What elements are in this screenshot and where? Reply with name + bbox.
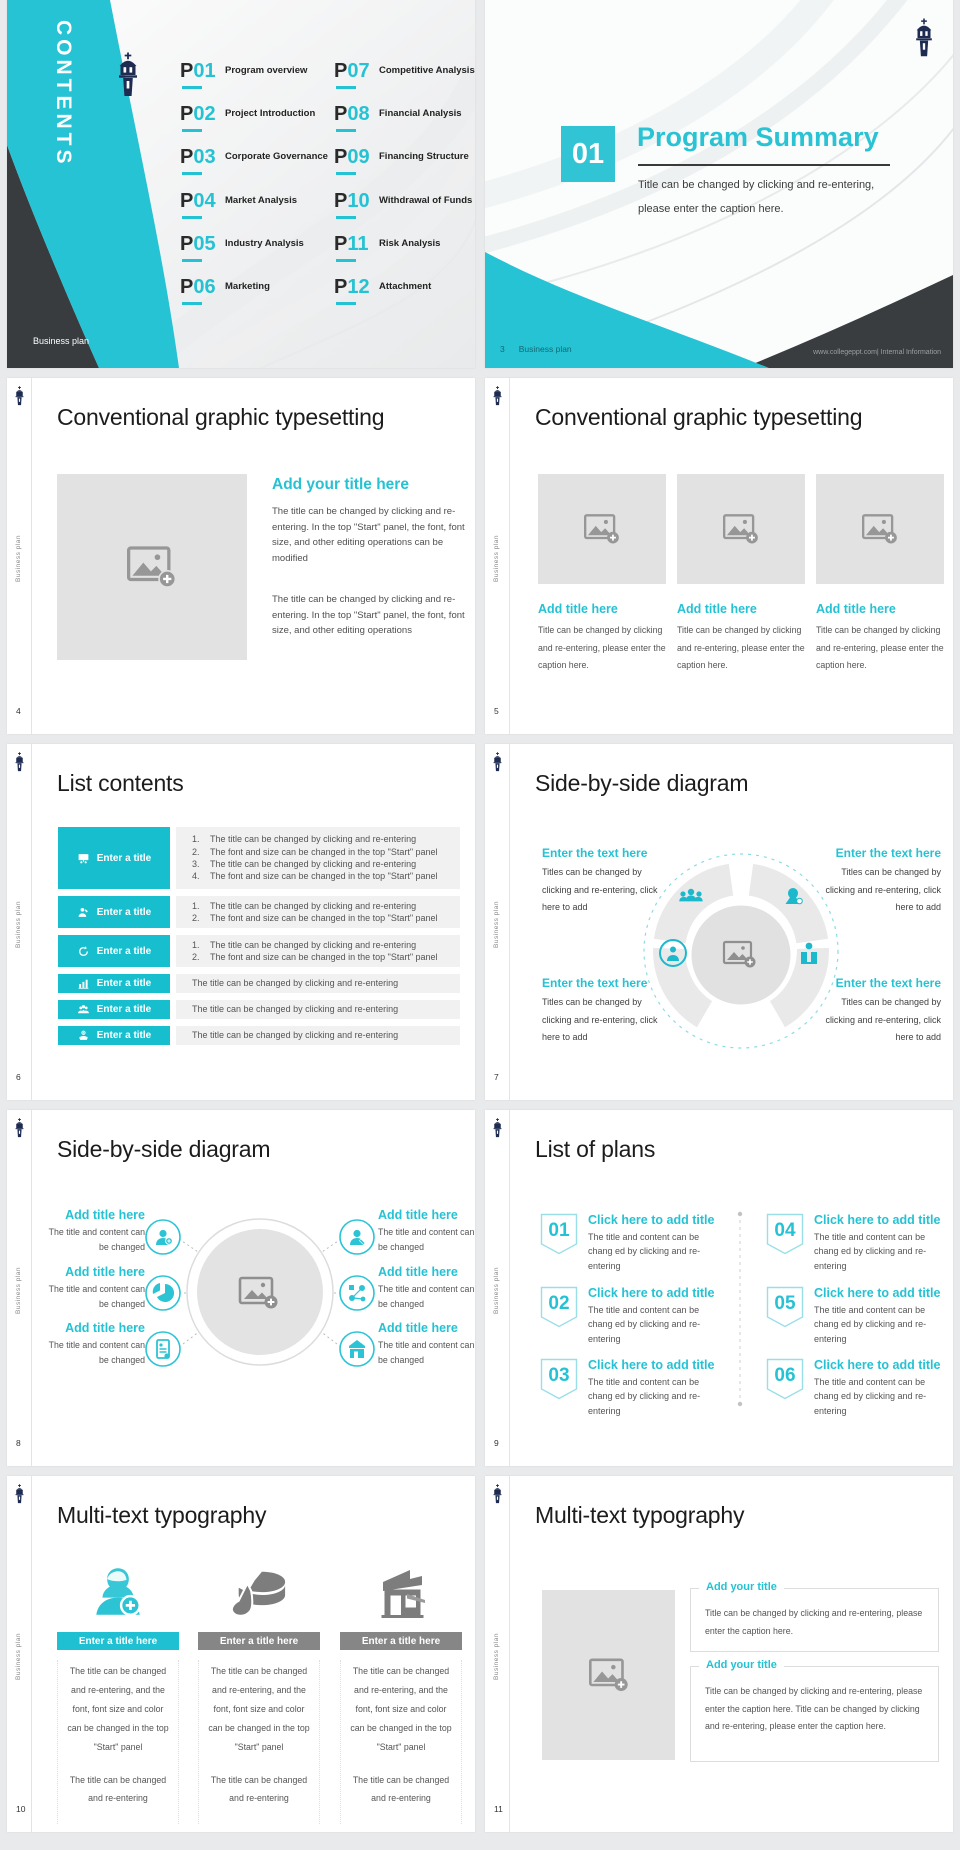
sidebar-label: Business plan — [15, 534, 22, 582]
enter-title-button[interactable]: Enter a title — [58, 974, 170, 993]
page-number: 9 — [494, 1438, 499, 1448]
text-block: Add title here The title and content can be changed — [48, 1265, 145, 1310]
plan-item: 03 Click here to add title The title and content can be chang ed by clicking and re-entering — [540, 1358, 730, 1418]
toc-item[interactable]: P03 Corporate Governance — [180, 146, 216, 176]
card-caption: Title can be changed by clicking and re-entering, please enter the caption here. — [816, 625, 944, 671]
slide-section-cover — [485, 0, 953, 368]
page-number: 7 — [494, 1072, 499, 1082]
card-title: Add title here — [538, 602, 618, 616]
page-number: 3 — [500, 344, 505, 354]
text-block — [823, 846, 941, 917]
content-heading: Add your title here — [272, 476, 409, 493]
image-placeholder[interactable] — [542, 1590, 675, 1760]
page-number: 6 — [16, 1072, 21, 1082]
text-column — [57, 1542, 179, 1824]
sidebar-label: Business plan — [15, 1632, 22, 1680]
slide-title: Side-by-side diagram — [535, 770, 749, 796]
page-number: 8 — [16, 1438, 21, 1448]
slide-title: Conventional graphic typesetting — [57, 404, 385, 430]
slide-multi-text-columns — [7, 1476, 475, 1832]
list-panel: The title can be changed by clicking and re-entering — [176, 974, 460, 993]
enter-title-button[interactable]: Enter a title here — [198, 1632, 320, 1650]
toc-item[interactable]: P11 Risk Analysis — [334, 233, 369, 263]
column-paragraph: The title can be changed and re-entering — [69, 1774, 167, 1804]
slide-hub-diagram — [7, 1110, 475, 1466]
enter-title-button[interactable]: Enter a title — [58, 1000, 170, 1019]
slide-graphic-typesetting-1 — [7, 378, 475, 734]
toc-item[interactable]: P05 Industry Analysis — [180, 233, 216, 263]
toc-item[interactable]: P08 Financial Analysis — [334, 103, 370, 133]
text-column — [198, 1542, 320, 1824]
list-panel: The title can be changed by clicking and re-entering — [176, 1000, 460, 1019]
presentation-icon — [77, 852, 90, 865]
column-divider — [735, 1210, 745, 1410]
toc-item[interactable]: P02 Project Introduction — [180, 103, 216, 133]
enter-title-button[interactable]: Enter a title here — [57, 1632, 179, 1650]
sidebar-label: Business plan — [493, 534, 500, 582]
slide-title: Side-by-side diagram — [57, 1136, 271, 1162]
sidebar-label: Business plan — [493, 1266, 500, 1314]
bell-tower-logo-icon — [491, 1484, 504, 1504]
page-number: 5 — [494, 706, 499, 716]
bar-chart-icon — [77, 977, 90, 990]
block-title: Enter the text here — [542, 976, 648, 990]
support-icon — [77, 1029, 90, 1042]
text-block: Add title here The title and content can be changed — [48, 1208, 145, 1253]
list-row — [58, 974, 460, 993]
toc-item[interactable]: P04 Market Analysis — [180, 190, 216, 220]
plan-item: 02 Click here to add title The title and content can be chang ed by clicking and re-entering — [540, 1286, 730, 1346]
plan-item: 05 Click here to add title The title and content can be chang ed by clicking and re-entering — [766, 1286, 953, 1346]
list-row — [58, 935, 460, 967]
footer-label: Business plan — [518, 344, 572, 354]
slide-ring-diagram — [485, 744, 953, 1100]
card-title: Add title here — [677, 602, 757, 616]
plan-item: 04 Click here to add title The title and content can be chang ed by clicking and re-entering — [766, 1213, 953, 1273]
image-placeholder[interactable] — [816, 474, 944, 584]
bell-tower-logo-icon — [911, 18, 937, 58]
image-card — [538, 474, 666, 675]
section-number-badge: 01 — [561, 126, 615, 182]
slide-title: Multi-text typography — [57, 1502, 267, 1528]
sidebar-label: Business plan — [15, 1266, 22, 1314]
footer-label: Business plan — [33, 336, 90, 346]
slide-graphic-typesetting-2 — [485, 378, 953, 734]
team-icon — [77, 1003, 90, 1016]
box-title: Add your title — [699, 1659, 784, 1671]
slide-multi-text-image — [485, 1476, 953, 1832]
add-image-icon — [127, 546, 177, 588]
image-placeholder[interactable] — [57, 474, 247, 660]
list-row — [58, 1000, 460, 1019]
bell-tower-logo-icon — [491, 752, 504, 772]
pie-chart-icon — [227, 1566, 291, 1624]
slide-contents — [7, 0, 475, 368]
slide-title: List contents — [57, 770, 184, 796]
enter-title-button[interactable]: Enter a title here — [340, 1632, 462, 1650]
enter-title-button[interactable]: Enter a title — [58, 827, 170, 889]
card-caption: Title can be changed by clicking and re-entering, please enter the caption here. — [677, 625, 805, 671]
list-row — [58, 827, 460, 889]
column-paragraph: The title can be changed and re-entering — [352, 1774, 450, 1804]
text-block — [823, 976, 941, 1047]
list-panel: 1. The title can be changed by clicking and re-entering 2. The font and size can be changed in the top "Start" panel — [176, 896, 460, 928]
section-title: Program Summary — [637, 122, 879, 152]
toc-item[interactable]: P07 Competitive Analysis — [334, 60, 370, 90]
page-number: 4 — [16, 706, 21, 716]
slide-list-contents — [7, 744, 475, 1100]
sidebar-label: Business plan — [15, 900, 22, 948]
list-panel: 1. The title can be changed by clicking and re-entering 2. The font and size can be changed in the top "Start" panel 3. The title can be changed by clicking and re-entering 4. The font and size can be changed in the top "Start" panel — [176, 827, 460, 889]
cover-background — [7, 0, 475, 368]
text-block: Add title here The title and content can be changed — [378, 1321, 475, 1366]
block-body: Titles can be changed by clicking and re-entering, click here to add — [542, 867, 658, 913]
card-caption: Title can be changed by clicking and re-entering, please enter the caption here. — [538, 625, 666, 671]
toc-item[interactable]: P10 Withdrawal of Funds — [334, 190, 370, 220]
sync-icon — [77, 945, 90, 958]
image-placeholder[interactable] — [538, 474, 666, 584]
box-title: Add your title — [699, 1581, 784, 1593]
list-panel: The title can be changed by clicking and re-entering — [176, 1026, 460, 1045]
block-title: Enter the text here — [542, 846, 648, 860]
slide-title: Multi-text typography — [535, 1502, 745, 1528]
column-paragraph: The title can be changed and re-entering, and the font, font size and color can be changed in the top "Start" panel — [208, 1666, 310, 1752]
image-placeholder[interactable] — [677, 474, 805, 584]
enter-title-button[interactable]: Enter a title — [58, 935, 170, 967]
slide-list-of-plans — [485, 1110, 953, 1466]
body-paragraph: The title can be changed by clicking and re-entering. In the top "Start" panel, the font, font size, and other editing operations can be modified — [272, 506, 465, 565]
title-underline — [638, 164, 890, 166]
text-block: Add title here The title and content can be changed — [378, 1208, 475, 1253]
toc-item[interactable]: P06 Marketing — [180, 276, 216, 306]
enter-title-button[interactable]: Enter a title — [58, 1026, 170, 1045]
toc-item[interactable]: P01 Program overview — [180, 60, 216, 90]
bell-tower-logo-icon — [13, 1484, 26, 1504]
bell-tower-logo-icon — [13, 386, 26, 406]
sidebar-label: Business plan — [493, 900, 500, 948]
list-row — [58, 896, 460, 928]
caption-box — [690, 1659, 939, 1762]
footer-info: www.collegeppt.com| Internal Information — [813, 349, 941, 356]
block-body: Titles can be changed by clicking and re-entering, click here to add — [825, 867, 941, 913]
bell-tower-logo-icon — [491, 386, 504, 406]
card-title: Add title here — [816, 602, 896, 616]
column-paragraph: The title can be changed and re-entering — [210, 1774, 308, 1804]
slide-title: List of plans — [535, 1136, 656, 1162]
page-number: 10 — [16, 1804, 26, 1814]
text-block: Add title here The title and content can be changed — [48, 1321, 145, 1366]
sidebar-label: Business plan — [493, 1632, 500, 1680]
toc-item[interactable]: P12 Attachment — [334, 276, 370, 306]
slide-title: Conventional graphic typesetting — [535, 404, 863, 430]
image-card — [816, 474, 944, 675]
contents-vertical-title: CONTENTS — [52, 20, 75, 168]
image-card — [677, 474, 805, 675]
toc-item[interactable]: P09 Financing Structure — [334, 146, 370, 176]
plan-item: 01 Click here to add title The title and content can be chang ed by clicking and re-entering — [540, 1213, 730, 1273]
enter-title-button[interactable]: Enter a title — [58, 896, 170, 928]
box-body: Title can be changed by clicking and re-entering, please enter the caption here. Title can be changed by clicking and re-entering, please enter the caption here. — [705, 1686, 923, 1732]
plan-item: 06 Click here to add title The title and content can be chang ed by clicking and re-entering — [766, 1358, 953, 1418]
section-caption: Title can be changed by clicking and re-entering, please enter the caption here. — [638, 179, 875, 215]
box-body: Title can be changed by clicking and re-entering, please enter the caption here. — [705, 1608, 923, 1636]
block-body: Titles can be changed by clicking and re-entering, click here to add — [542, 997, 658, 1043]
text-block: Add title here The title and content can be changed — [378, 1265, 475, 1310]
edit-user-icon — [77, 906, 90, 919]
bell-tower-logo-icon — [13, 752, 26, 772]
caption-box — [690, 1581, 939, 1652]
body-paragraph: The title can be changed by clicking and re-entering. In the top "Start" panel, the font, font size, and other editing operations — [272, 594, 465, 637]
column-paragraph: The title can be changed and re-entering, and the font, font size and color can be changed in the top "Start" panel — [67, 1666, 169, 1752]
add-image-icon — [589, 1658, 629, 1692]
bell-tower-logo-icon — [491, 1118, 504, 1138]
block-title: Enter the text here — [835, 976, 941, 990]
column-paragraph: The title can be changed and re-entering, and the font, font size and color can be changed in the top "Start" panel — [350, 1666, 452, 1752]
text-block — [542, 976, 660, 1047]
text-block — [542, 846, 660, 917]
list-panel: 1. The title can be changed by clicking and re-entering 2. The font and size can be changed in the top "Start" panel — [176, 935, 460, 967]
text-column — [340, 1542, 462, 1824]
block-body: Titles can be changed by clicking and re-entering, click here to add — [825, 997, 941, 1043]
page-number: 11 — [494, 1804, 503, 1814]
list-row — [58, 1026, 460, 1045]
block-title: Enter the text here — [835, 846, 941, 860]
bell-tower-logo-icon — [113, 52, 143, 98]
user-add-icon — [87, 1562, 149, 1624]
store-icon — [371, 1564, 431, 1624]
